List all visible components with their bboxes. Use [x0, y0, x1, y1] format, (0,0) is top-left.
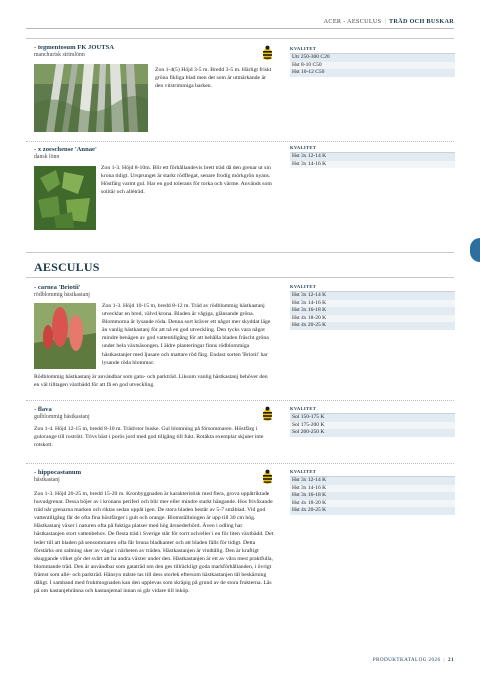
plant-name: - tegmentosum FK JOUTSA	[34, 44, 115, 51]
photo-red-blossom	[34, 303, 96, 369]
quality-row: Sol 200-250 K	[290, 429, 455, 437]
quality-header: KVALITET	[290, 46, 455, 54]
plant-description: Zon 1-3. Höjd 10-15 m, bredd 8-12 m. Träd av rödblommig hästkastanj utvecklar en bred, välvd krona. Bladen är vågiga, glänsande gröna. Blommorna är lysande röda. Denna sort kräver ett något mer skyddat läge än vanlig hästkastanj för att nå en god utveckling. Den tycks vara något mindre benägen av god vattentillgång för att behålla bladen fräscht gröna under hela växtsäsongen. I äldre planteringar finns rödblommiga hästkastanjer med ljusare och mattare röd färg. Endast sorten 'Briotii' har lysande röda blommor.	[102, 303, 271, 366]
plant-description: Zon 1-3. Höjd 8-10m. Blir ett förhållandevis brett träd då den grenar ut sin krona tidigt. Ursprunget är starkt rödflegat, senare frodig mörkgrön nyans. Höstfärg varmt gul. Har en god tolerans för torka och värme. Används som solitär och alléträd.	[101, 165, 272, 196]
quality-table	[290, 469, 455, 515]
footer-separator: |	[443, 657, 445, 663]
plant-name: - hippocastanum	[34, 469, 82, 476]
quality-row: Hst 10-12 C50	[290, 69, 455, 77]
bee-icon	[262, 469, 273, 485]
entry-tegmentosum	[34, 44, 114, 59]
section-title: AESCULUS	[34, 260, 100, 274]
header-category: TRÄD OCH BUSKAR	[388, 18, 454, 25]
quality-row: Hst 8-10 C50	[290, 62, 455, 70]
entry-carnea-briotii	[34, 284, 90, 299]
section-divider	[26, 252, 454, 253]
entry-divider	[26, 463, 454, 464]
section-divider	[26, 277, 454, 278]
quality-header: KVALITET	[290, 145, 455, 153]
quality-table	[290, 284, 455, 330]
plant-description-extra: Rödblommig hästkastanj är användbar som gatu- och parkträd. Liksom vanlig hästkastanj behöver den en väl tilltagen växtbädd för att få en god utveckling.	[34, 374, 268, 389]
plant-common-name: dansk lönn	[34, 154, 60, 160]
bee-icon	[262, 406, 273, 422]
quality-header: KVALITET	[290, 406, 455, 414]
quality-row: Hst 3x 12-14 K	[290, 153, 455, 161]
entry-divider	[26, 141, 454, 142]
photo-bark	[34, 64, 148, 132]
quality-row: Hst 3x 12-14 K	[290, 292, 455, 300]
footer-catalog: PRODUKTKATALOG 2026	[372, 657, 441, 663]
quality-row: Hst 4x 20-25 K	[290, 322, 455, 330]
header-separator: |	[384, 18, 386, 25]
plant-common-name: rödblommig hästkastanj	[34, 292, 90, 298]
page-footer	[373, 657, 454, 663]
quality-table	[290, 46, 455, 77]
plant-common-name: hästkastanj	[34, 477, 60, 483]
quality-header: KVALITET	[290, 469, 455, 477]
quality-table	[290, 145, 455, 168]
quality-row: Sol 175-200 K	[290, 422, 455, 430]
quality-row: Hst 3x 14-16 K	[290, 161, 455, 169]
quality-row: Hst 4x 18-20 K	[290, 315, 455, 323]
entry-zoeschense	[34, 146, 97, 161]
page-header	[324, 18, 454, 25]
quality-header: KVALITET	[290, 284, 455, 292]
entry-divider	[26, 400, 454, 401]
entry-hippocastanum	[34, 469, 81, 484]
quality-row: Hst 3x 16-18 K	[290, 492, 455, 500]
header-rule	[26, 28, 454, 29]
bee-icon	[262, 45, 273, 61]
entry-divider	[26, 38, 454, 39]
entry-flava	[34, 406, 90, 421]
page-number: 21	[448, 657, 454, 663]
quality-table	[290, 406, 455, 437]
quality-row: Sol 150-175 K	[290, 414, 455, 422]
quality-row: Hst 4x 20-25 K	[290, 507, 455, 515]
plant-common-name: gulblommig hästkastanj	[34, 414, 90, 420]
chapter-tab[interactable]	[470, 238, 480, 262]
plant-common-name: manchurisk strimlönn	[34, 52, 85, 58]
quality-row: Hst 3x 14-16 K	[290, 300, 455, 308]
header-section: ACER - AESCULUS	[323, 18, 382, 25]
quality-row: Hst 4x 18-20 K	[290, 500, 455, 508]
plant-description: Zon 1-4. Höjd 12-15 m, bredd 8-10 m. Träd/stor buske. Gul blomning på försommaren. Höstfärg i gulorange till rostrött. Trivs bäst i porös jord med god tillgång till fukt. Rotäkta exemplar skjuter inte rotskott.	[34, 426, 264, 449]
quality-row: Hst 3x 12-14 K	[290, 477, 455, 485]
plant-name: - x zoeschense 'Annae'	[34, 146, 97, 153]
quality-row: Hst 3x 16-18 K	[290, 307, 455, 315]
quality-row: Hst 3x 14-16 K	[290, 485, 455, 493]
plant-description: Zon 1-4(5) Höjd 3-5 m. Bredd 3-5 m. Härligt friskt gröna fikliga blad men det som är utmärkande är den vitstrimmiga barken.	[155, 67, 272, 90]
plant-description: Zon 1-3. Höjd 20-25 m, bredd 15-20 m. Kronbyggnaden är karakteristisk med flera, grova uppåtriktade huvudgrenar. Dessa böjer av i kronans periferi och blir mer eller mindre starkt hängande. Hos frivåxande träd når grenarna marken och riktas sedan uppåt igen. De stora bladen består av 5-7 småblad. Vid god vattentillgång får de ofta fina höstfärger i gult och orange. Blomställningen är upp till 30 cm hög. Hästkastanj växer i naturen ofta på fuktiga platser med hög årsnederbörd. Även i odling har hästkastanjen stort vattenbehov. De flesta träd i Sverige står för torrt och/eller i en för liten växtbädd. Det leder till att bladen på sensommaren ofta får bruna bladkanter och att bladen fälls för tidigt. Detta förstärks om saltning sker av vägar i närheten av träden. Hästkastanjen är vindtålig. Den är kraftigt skuggande vilket gör det svårt att ha andra växter under den. Hästkastanjen är ett av våra mest praktfulla, blommande träd. Den är användbar som gataträd om den ges tillräckligt goda markförhållanden, i övrigt främst som allé- och parkträd. Hänsyn måste tas till dess storlek eftersom hästkastanjen tål beskärning dåligt. I samband med fruktmognaden kan den upplevas som skräpig på grund av de stora frukterna. Läs på om kastanjebränna och kastanjemal innan ni går vidare till inköp.	[34, 491, 274, 595]
plant-name: - carnea 'Briotii'	[34, 284, 81, 291]
quality-row: Utr 250-300 C20	[290, 54, 455, 62]
plant-name: - flava	[34, 406, 52, 413]
photo-leaves	[34, 166, 96, 230]
